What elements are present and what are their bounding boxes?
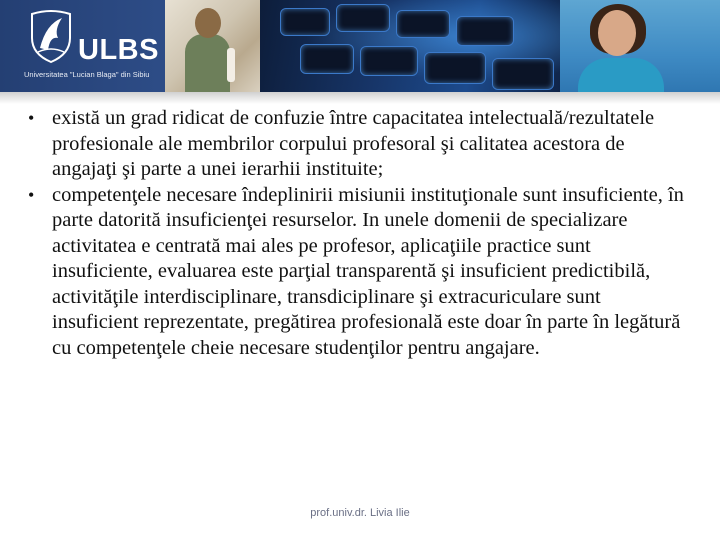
bullet-item bbox=[28, 106, 688, 183]
logo-text: ULBS bbox=[78, 34, 159, 66]
teacher-portrait-photo bbox=[560, 0, 720, 92]
bullet-text: competenţele necesare îndeplinirii misiunii instituţionale sunt insuficiente, în parte datorită insuficienţei resurselor. In unele domenii de specializare activitatea e centrată mai ales pe profesor, aplicaţiile practice sunt insuficiente, evaluarea este parţial transparentă şi insuficient predictibilă, activităţile interdisciplinare, transdiciplinare şi extracuriculare sunt insuficient reprezentate, pregătirea profesională este doar în parte în legătură cu competenţele cheie necesare studenţilor pentru angajare. bbox=[52, 183, 684, 359]
bullet-text: există un grad ridicat de confuzie între capacitatea intelectuală/rezultatele profesionale ale membrilor corpului profesoral şi calitatea acestora de angajaţi şi parte a unei ierarhii instituite; bbox=[52, 107, 655, 180]
students-lab-photo bbox=[165, 0, 260, 92]
ulbs-emblem-icon bbox=[28, 8, 74, 64]
header-banner bbox=[0, 0, 720, 92]
bullet-marker: • bbox=[28, 108, 35, 128]
banner-shadow bbox=[0, 92, 720, 104]
keyboard-photo bbox=[260, 0, 560, 92]
bullet-list bbox=[28, 106, 688, 361]
ulbs-logo bbox=[20, 6, 165, 86]
slide-content bbox=[28, 106, 688, 361]
bullet-marker: • bbox=[28, 184, 35, 205]
logo-subtitle: Universitatea "Lucian Blaga" din Sibiu bbox=[24, 70, 150, 79]
bullet-item bbox=[28, 183, 688, 362]
footer-author: prof.univ.dr. Livia Ilie bbox=[310, 507, 410, 519]
